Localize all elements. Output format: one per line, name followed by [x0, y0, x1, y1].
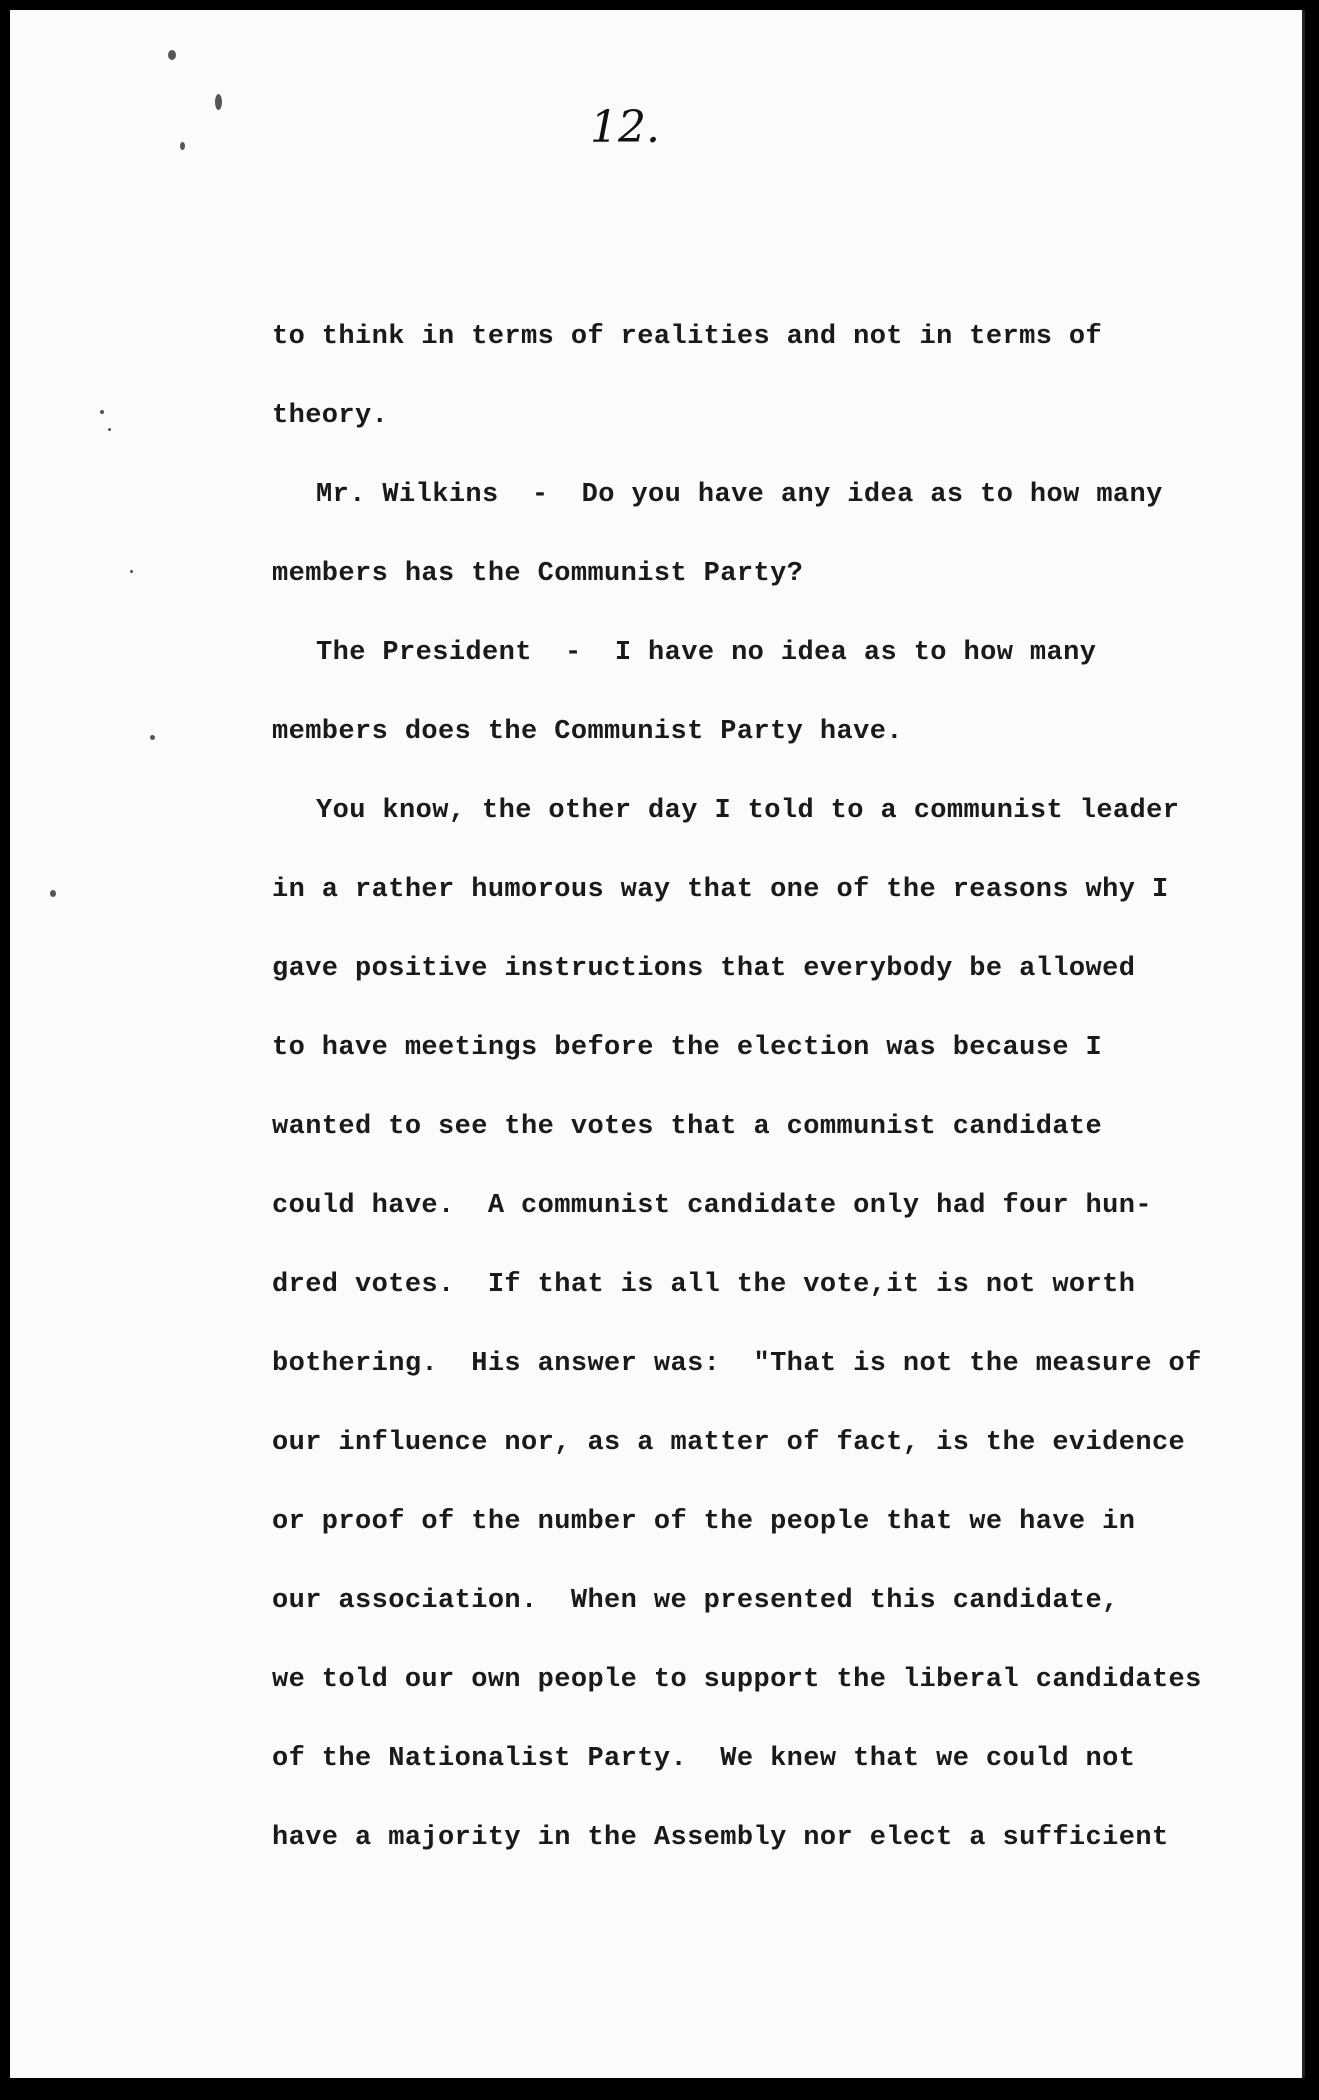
text-line: gave positive instructions that everybody be allowed: [272, 954, 1136, 984]
page-number: 12.: [590, 102, 660, 153]
text-line: bothering. His answer was: "That is not the measure of: [272, 1349, 1202, 1379]
text-line: The President - I have no idea as to how many: [316, 638, 1097, 668]
text-line: or proof of the number of the people that we have in: [272, 1507, 1136, 1537]
text-line: of the Nationalist Party. We knew that we could not: [272, 1744, 1136, 1774]
text-line: our association. When we presented this candidate,: [272, 1586, 1119, 1616]
text-line: in a rather humorous way that one of the reasons why I: [272, 875, 1169, 905]
scan-speck: [130, 570, 133, 573]
scan-speck: [180, 142, 185, 150]
text-line: theory.: [272, 401, 389, 431]
text-line: dred votes. If that is all the vote,it is not worth: [272, 1270, 1136, 1300]
text-line: have a majority in the Assembly nor elect a sufficient: [272, 1823, 1169, 1853]
text-line: members has the Communist Party?: [272, 559, 804, 589]
text-line: wanted to see the votes that a communist candidate: [272, 1112, 1103, 1142]
scan-speck: [168, 50, 176, 60]
text-line: Mr. Wilkins - Do you have any idea as to how many: [316, 480, 1163, 510]
text-line: our influence nor, as a matter of fact, is the evidence: [272, 1428, 1186, 1458]
scan-speck: [150, 735, 155, 740]
text-line: members does the Communist Party have.: [272, 717, 903, 747]
scan-speck: [50, 890, 56, 897]
text-line: to have meetings before the election was because I: [272, 1033, 1103, 1063]
scan-speck: [100, 410, 104, 414]
text-line: could have. A communist candidate only had four hun-: [272, 1191, 1152, 1221]
document-page: [10, 10, 1305, 2078]
scan-speck: [215, 94, 222, 110]
text-line: You know, the other day I told to a communist leader: [316, 796, 1180, 826]
text-line: we told our own people to support the liberal candidates: [272, 1665, 1202, 1695]
text-line: to think in terms of realities and not in terms of: [272, 322, 1103, 352]
scan-speck: [108, 428, 111, 431]
